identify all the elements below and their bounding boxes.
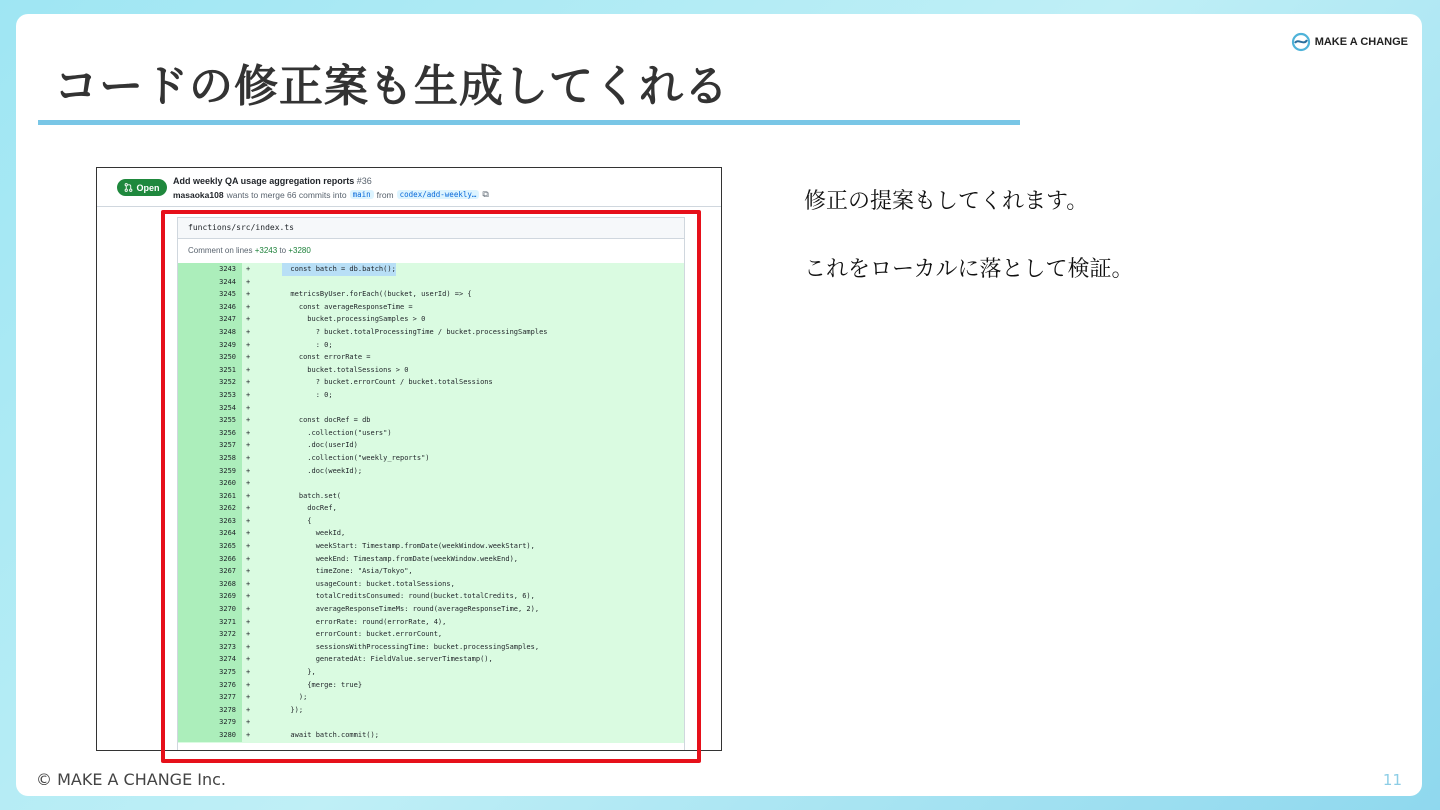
page-number: 11: [1382, 771, 1402, 789]
diff-added-sign: +: [246, 655, 251, 664]
footer-copyright: © MAKE A CHANGE Inc.: [36, 770, 227, 789]
base-branch[interactable]: main: [350, 190, 374, 199]
comment-prefix: Comment on lines: [188, 246, 253, 255]
slide-title: コードの修正案も生成してくれる: [54, 61, 729, 112]
comment-to-text: to: [279, 246, 287, 255]
diff-added-sign: +: [246, 340, 251, 349]
diff-line-number[interactable]: 3252: [178, 376, 242, 389]
diff-code-text: metricsByUser.forEach((bucket, userId) => {: [282, 290, 472, 299]
diff-added-sign: +: [246, 605, 251, 614]
diff-code-text: docRef,: [282, 504, 337, 513]
diff-line-number[interactable]: 3269: [178, 590, 242, 603]
diff-line-number[interactable]: 3263: [178, 515, 242, 528]
diff-code-text: : 0;: [282, 340, 333, 349]
diff-line-number[interactable]: 3259: [178, 465, 242, 478]
diff-added-sign: +: [246, 529, 251, 538]
diff-added-sign: +: [246, 441, 251, 450]
diff-added-sign: +: [246, 265, 251, 273]
diff-code-text: weekStart: Timestamp.fromDate(weekWindow.weekStart),: [282, 542, 535, 551]
diff-code-text: await batch.commit();: [282, 730, 379, 739]
pr-meta: [173, 189, 489, 200]
title-underline: [38, 120, 1020, 125]
diff-code-text: const averageResponseTime =: [282, 302, 413, 311]
diff-line-number[interactable]: 3262: [178, 502, 242, 515]
diff-added-sign: +: [246, 290, 251, 299]
diff-code-text: weekEnd: Timestamp.fromDate(weekWindow.weekEnd),: [282, 554, 519, 563]
diff-line-number[interactable]: 3253: [178, 389, 242, 402]
diff-line-number[interactable]: 3272: [178, 628, 242, 641]
pr-title-line: [173, 176, 372, 186]
diff-line-number[interactable]: 3276: [178, 679, 242, 692]
diff-added-sign: +: [246, 504, 251, 513]
diff-added-sign: +: [246, 668, 251, 676]
diff-line-number[interactable]: 3279: [178, 716, 242, 729]
diff-code-text: .collection("weekly_reports"): [282, 453, 430, 462]
description-line-2: これをローカルに落として検証。: [804, 257, 1134, 282]
diff-added-sign: +: [246, 428, 251, 437]
diff-code-text: );: [282, 693, 308, 702]
diff-code-text: const batch = db.batch();: [282, 263, 396, 276]
diff-added-sign: +: [246, 416, 251, 425]
diff-added-sign: +: [246, 277, 251, 286]
diff-added-sign: +: [246, 302, 251, 311]
diff-added-sign: +: [246, 516, 251, 525]
diff-line-number[interactable]: 3264: [178, 527, 242, 540]
diff-added-sign: +: [246, 365, 251, 374]
diff-code-text: },: [282, 668, 316, 676]
diff-added-sign: +: [246, 466, 251, 475]
diff-line-number[interactable]: 3271: [178, 616, 242, 629]
diff-line-number[interactable]: 3266: [178, 553, 242, 566]
diff-line-number[interactable]: 3273: [178, 641, 242, 654]
diff-code-text: timeZone: "Asia/Tokyo",: [282, 567, 413, 576]
comment-line-end: +3280: [288, 246, 311, 255]
diff-code-text: generatedAt: FieldValue.serverTimestamp(),: [282, 655, 493, 664]
diff-code-text: usageCount: bucket.totalSessions,: [282, 579, 455, 588]
head-branch[interactable]: codex/add-weekly…: [397, 190, 480, 199]
diff-code-text: totalCreditsConsumed: round(bucket.totalCredits, 6),: [282, 592, 535, 601]
pr-status-badge: [117, 179, 167, 196]
diff-code-text: {: [282, 516, 312, 525]
diff-added-sign: +: [246, 327, 251, 336]
diff-code-text: bucket.processingSamples > 0: [282, 315, 426, 324]
diff-code-text: .collection("users"): [282, 428, 392, 437]
git-pull-request-icon: [124, 183, 133, 192]
description-line-1: 修正の提案もしてくれます。: [804, 189, 1089, 214]
diff-added-sign: +: [246, 315, 251, 324]
diff-line-number[interactable]: 3258: [178, 452, 242, 465]
diff-line-number[interactable]: 3245: [178, 288, 242, 301]
diff-code-text: const docRef = db: [282, 416, 371, 425]
diff-added-sign: +: [246, 567, 251, 576]
diff-line-number[interactable]: 3244: [178, 276, 242, 289]
diff-line-number[interactable]: 3248: [178, 326, 242, 339]
diff-added-sign: +: [246, 491, 251, 500]
diff-added-sign: +: [246, 378, 251, 387]
make-a-change-logo-icon: [1291, 32, 1311, 52]
diff-code-text: sessionsWithProcessingTime: bucket.processingSamples,: [282, 642, 540, 651]
pr-from-text: from: [376, 189, 394, 200]
diff-code-text: {merge: true}: [282, 680, 363, 689]
copy-icon[interactable]: ⧉: [482, 189, 489, 199]
diff-code-text: ? bucket.errorCount / bucket.totalSessions: [282, 378, 493, 387]
diff-line-number[interactable]: 3261: [178, 490, 242, 503]
diff-line-number[interactable]: 3247: [178, 313, 242, 326]
diff-added-sign: +: [246, 403, 251, 412]
diff-line-number[interactable]: 3255: [178, 414, 242, 427]
diff-line-number[interactable]: 3274: [178, 653, 242, 666]
diff-code-text: errorRate: round(errorRate, 4),: [282, 617, 447, 626]
diff-code-text: const errorRate =: [282, 353, 371, 362]
diff-line-number[interactable]: 3268: [178, 578, 242, 591]
diff-code-text: errorCount: bucket.errorCount,: [282, 630, 443, 639]
logo-text: MAKE A CHANGE: [1314, 36, 1408, 48]
diff-code-text: : 0;: [282, 390, 333, 399]
pr-title[interactable]: Add weekly QA usage aggregation reports: [173, 176, 355, 186]
diff-line-number[interactable]: 3254: [178, 402, 242, 415]
diff-code-text: ? bucket.totalProcessingTime / bucket.processingSamples: [282, 327, 548, 336]
diff-line-number[interactable]: 3256: [178, 427, 242, 440]
diff-line-number[interactable]: 3257: [178, 439, 242, 452]
pr-header: [97, 168, 721, 207]
diff-added-sign: +: [246, 617, 251, 626]
diff-line-number[interactable]: 3249: [178, 339, 242, 352]
file-path[interactable]: functions/src/index.ts: [188, 223, 294, 232]
diff-added-sign: +: [246, 542, 251, 551]
diff-added-sign: +: [246, 705, 251, 714]
diff-code-text: });: [282, 705, 304, 714]
diff-line-number[interactable]: 3270: [178, 603, 242, 616]
diff-added-sign: +: [246, 353, 251, 362]
diff-line-number[interactable]: 3260: [178, 477, 242, 490]
pr-meta-text: wants to merge 66 commits into: [226, 189, 347, 200]
diff-line-number[interactable]: 3243: [178, 263, 242, 276]
pr-status-label: Open: [136, 182, 160, 193]
diff-line-number[interactable]: 3265: [178, 540, 242, 553]
diff-line-number[interactable]: 3267: [178, 565, 242, 578]
diff-line-number[interactable]: 3280: [178, 729, 242, 742]
company-logo: [1291, 32, 1408, 52]
diff-added-sign: +: [246, 453, 251, 462]
pr-number: #36: [356, 176, 372, 186]
diff-added-sign: +: [246, 554, 251, 563]
diff-added-sign: +: [246, 579, 251, 588]
diff-line-number[interactable]: 3275: [178, 666, 242, 679]
diff-code-text: averageResponseTimeMs: round(averageResponseTime, 2),: [282, 605, 540, 614]
slide: [16, 14, 1422, 796]
diff-line-number[interactable]: 3277: [178, 691, 242, 704]
diff-code-text: weekId,: [282, 529, 346, 538]
diff-line-number[interactable]: 3251: [178, 364, 242, 377]
diff-added-sign: +: [246, 479, 251, 488]
diff-line-number[interactable]: 3278: [178, 704, 242, 717]
highlight-box: [161, 210, 701, 763]
diff-added-sign: +: [246, 592, 251, 601]
diff-added-sign: +: [246, 730, 251, 739]
diff-added-sign: +: [246, 642, 251, 651]
diff-line-number[interactable]: 3246: [178, 301, 242, 314]
diff-added-sign: +: [246, 630, 251, 639]
diff-added-sign: +: [246, 693, 251, 702]
diff-added-sign: +: [246, 680, 251, 689]
diff-added-sign: +: [246, 390, 251, 399]
diff-code-text: bucket.totalSessions > 0: [282, 365, 409, 374]
diff-added-sign: +: [246, 718, 251, 727]
comment-line-start: +3243: [254, 246, 278, 255]
diff-code-text: batch.set(: [282, 491, 342, 500]
diff-line-number[interactable]: 3250: [178, 351, 242, 364]
diff-code-text: .doc(userId): [282, 441, 358, 450]
diff-code-text: .doc(weekId);: [282, 466, 363, 475]
pr-author[interactable]: masaoka108: [173, 189, 224, 200]
